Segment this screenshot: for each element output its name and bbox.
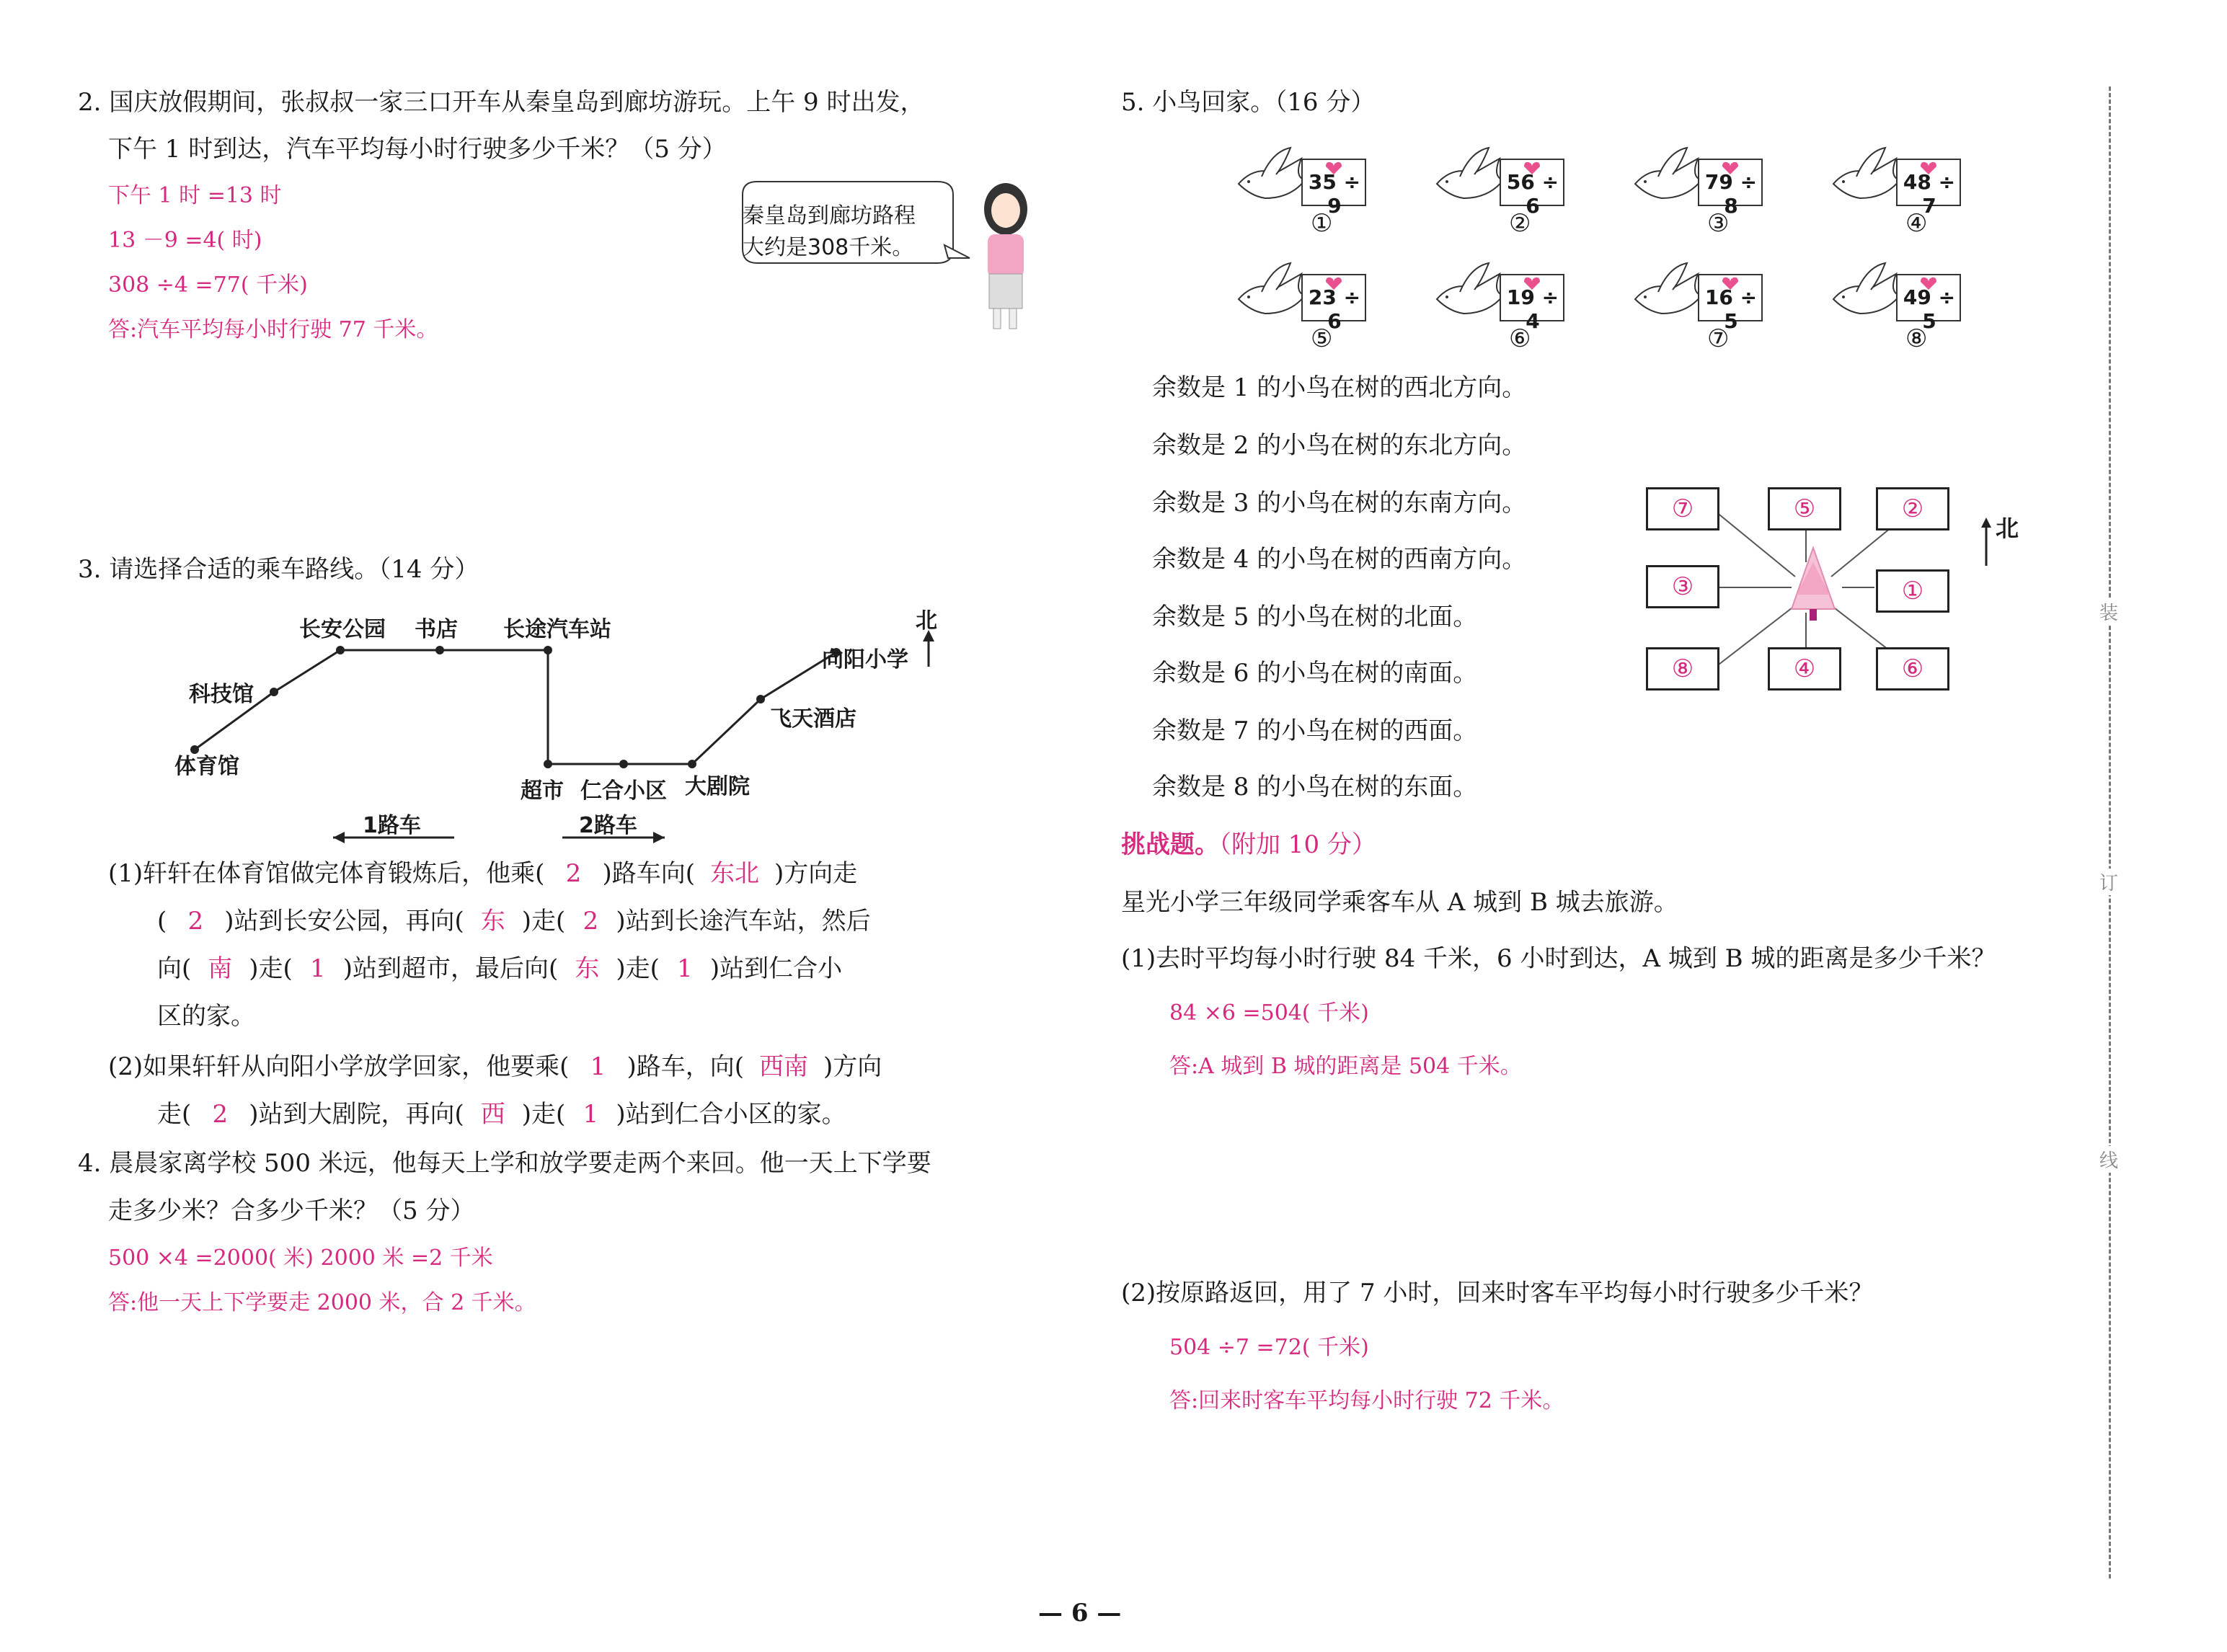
map-bookstore: 书店 <box>415 617 458 642</box>
dove-icon <box>1828 144 1907 209</box>
bird-expression: 23 ÷ 6 <box>1308 285 1361 333</box>
bird-card <box>1431 144 1575 218</box>
q5-rule-1: 余数是 1 的小鸟在树的西北方向。 <box>1152 373 1527 402</box>
grid-s: ④ <box>1768 647 1841 690</box>
bird-number: ⑦ <box>1707 324 1730 353</box>
map-feitian-hotel: 飞天酒店 <box>770 706 856 732</box>
map-xiangyang-school: 向阳小学 <box>822 647 908 672</box>
bird-expression: 48 ÷ 7 <box>1903 170 1956 218</box>
challenge-p2-answer-1: 504 ÷7 =72( 千米) <box>1169 1335 1369 1360</box>
q2-answer-3: 308 ÷4 =77( 千米) <box>108 272 308 298</box>
bird-expression: 35 ÷ 9 <box>1308 170 1361 218</box>
challenge-p2-answer-2: 答:回来时客车平均每小时行驶 72 千米。 <box>1169 1388 1564 1413</box>
q4-line1: 4. 晨晨家离学校 500 米远，他每天上学和放学要走两个来回。他一天上下学要 <box>78 1149 931 1178</box>
bird-number: ④ <box>1905 209 1928 238</box>
bird-card <box>1233 144 1377 218</box>
q3-p2-line2: 走( 2 )站到大剧院，再向( 西 )走( 1 )站到仁合小区的家。 <box>157 1100 846 1129</box>
q5-rule-2: 余数是 2 的小鸟在树的东北方向。 <box>1152 431 1527 460</box>
q2-line1: 2. 国庆放假期间，张叔叔一家三口开车从秦皇岛到廊坊游玩。上午 9 时出发， <box>78 88 925 117</box>
q3-p1-line2: ( 2 )站到长安公园，再向( 东 )走( 2 )站到长途汽车站，然后 <box>157 907 871 936</box>
bird-card <box>1629 259 1774 333</box>
q2-answer-1: 下午 1 时 =13 时 <box>108 183 282 208</box>
q3-p2-line1: (2)如果轩轩从向阳小学放学回家，他要乘( 1 )路车，向( 西南 )方向 <box>108 1052 882 1081</box>
dove-icon <box>1629 144 1709 209</box>
q5-title: 5. 小鸟回家。（16 分） <box>1121 88 1376 117</box>
grid-north-label: 北 <box>1996 515 2019 542</box>
bird-card <box>1233 259 1377 333</box>
challenge-title: 挑战题。（附加 10 分） <box>1121 830 1376 859</box>
q5-rule-5: 余数是 5 的小鸟在树的北面。 <box>1152 603 1478 631</box>
bird-expression: 49 ÷ 5 <box>1903 285 1956 333</box>
dove-icon <box>1828 259 1907 324</box>
dove-icon <box>1233 259 1312 324</box>
bird-expression: 56 ÷ 6 <box>1506 170 1559 218</box>
bird-number: ② <box>1509 209 1531 238</box>
grid-nw: ⑦ <box>1646 487 1719 530</box>
challenge-p1-answer-2: 答:A 城到 B 城的距离是 504 千米。 <box>1169 1054 1522 1079</box>
q5-rule-8: 余数是 8 的小鸟在树的东面。 <box>1152 773 1478 801</box>
q3-p1-line1: (1)轩轩在体育馆做完体育锻炼后，他乘( 2 )路车向( 东北 )方向走 <box>108 859 858 888</box>
grid-n: ⑤ <box>1768 487 1841 530</box>
bird-number: ③ <box>1707 209 1730 238</box>
challenge-intro: 星光小学三年级同学乘客车从 A 城到 B 城去旅游。 <box>1121 888 1678 917</box>
q2-line2: 下午 1 时到达，汽车平均每小时行驶多少千米？（5 分） <box>108 135 727 164</box>
q4-answer-2: 答:他一天上下学要走 2000 米，合 2 千米。 <box>108 1290 536 1315</box>
map-science-museum: 科技馆 <box>189 682 254 707</box>
bird-expression: 79 ÷ 8 <box>1704 170 1758 218</box>
grid-w: ③ <box>1646 565 1719 608</box>
map-stadium: 体育馆 <box>174 754 239 779</box>
map-long-distance-station: 长途汽车站 <box>503 617 611 642</box>
dove-icon <box>1431 144 1510 209</box>
dove-icon <box>1431 259 1510 324</box>
map-bus1-label: 1路车 <box>363 813 421 838</box>
q5-rule-6: 余数是 6 的小鸟在树的南面。 <box>1152 659 1478 688</box>
grid-e: ① <box>1876 569 1949 613</box>
challenge-p1-answer-1: 84 ×6 =504( 千米) <box>1169 1000 1369 1026</box>
q5-rule-4: 余数是 4 的小鸟在树的西南方向。 <box>1152 545 1527 574</box>
q4-line2: 走多少米？合多少千米？（5 分） <box>108 1196 475 1225</box>
margin-zhuang: 装 <box>2099 598 2118 625</box>
bird-card <box>1828 259 1972 333</box>
q5-rule-3: 余数是 3 的小鸟在树的东南方向。 <box>1152 489 1527 518</box>
dove-icon <box>1629 259 1709 324</box>
challenge-p1: (1)去时平均每小时行驶 84 千米，6 小时到达，A 城到 B 城的距离是多少千米？ <box>1121 944 1996 973</box>
bird-number: ⑥ <box>1509 324 1531 353</box>
q2-answer-4: 答:汽车平均每小时行驶 77 千米。 <box>108 317 438 342</box>
q3-p1-line3: 向( 南 )走( 1 )站到超市，最后向( 东 )走( 1 )站到仁合小 <box>157 954 843 983</box>
map-renhe-community: 仁合小区 <box>580 778 667 804</box>
dove-icon <box>1233 144 1312 209</box>
map-supermarket: 超市 <box>521 778 564 804</box>
bird-number: ⑤ <box>1311 324 1333 353</box>
q5-rule-7: 余数是 7 的小鸟在树的西面。 <box>1152 716 1478 745</box>
q4-answer-1: 500 ×4 =2000( 米) 2000 米 =2 千米 <box>108 1245 493 1271</box>
map-changan-park: 长安公园 <box>299 617 386 642</box>
map-grand-theater: 大剧院 <box>685 774 750 799</box>
bubble-text-1: 秦皇岛到廊坊路程 <box>743 203 916 228</box>
bird-card <box>1828 144 1972 218</box>
bird-number: ① <box>1311 209 1333 238</box>
bird-card <box>1431 259 1575 333</box>
q2-answer-2: 13 －9 =4( 时) <box>108 228 262 253</box>
page-number: — 6 — <box>1038 1599 1122 1627</box>
q3-p1-line4: 区的家。 <box>157 1002 255 1031</box>
bird-expression: 16 ÷ 5 <box>1704 285 1758 333</box>
challenge-p2: (2)按原路返回，用了 7 小时，回来时客车平均每小时行驶多少千米？ <box>1121 1279 1874 1307</box>
tree-icon <box>1792 548 1835 621</box>
map-bus2-label: 2路车 <box>579 813 637 838</box>
bird-number: ⑧ <box>1905 324 1928 353</box>
grid-se: ⑥ <box>1876 647 1949 690</box>
binding-dashed-line <box>2109 86 2111 1578</box>
grid-ne: ② <box>1876 487 1949 530</box>
bubble-text-2: 大约是308千米。 <box>743 235 914 260</box>
map-north-label: 北 <box>916 608 937 634</box>
margin-ding: 订 <box>2099 869 2118 895</box>
bird-card <box>1629 144 1774 218</box>
margin-xian: 线 <box>2099 1146 2118 1173</box>
bird-expression: 19 ÷ 4 <box>1506 285 1559 333</box>
grid-sw: ⑧ <box>1646 647 1719 690</box>
q3-title: 3. 请选择合适的乘车路线。（14 分） <box>78 555 479 584</box>
